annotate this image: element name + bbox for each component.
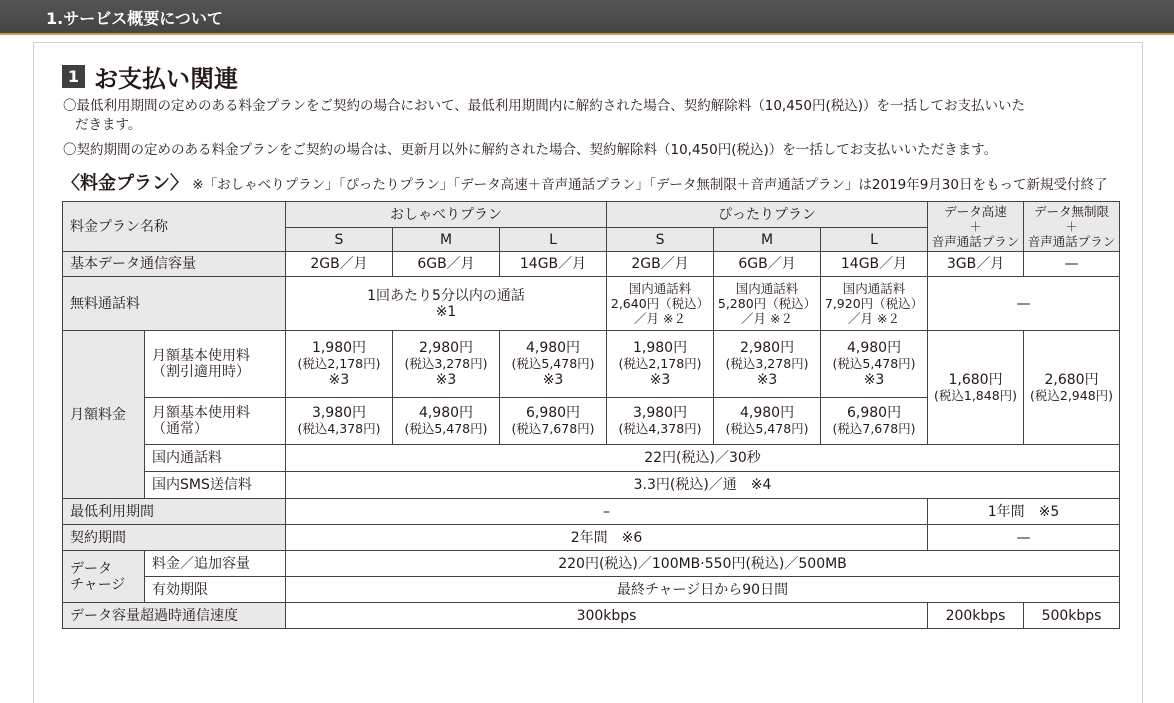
sub-label-charge-fee: 料金／追加容量	[145, 551, 286, 577]
row-label-monthly: 月額料金	[63, 331, 145, 499]
charge-validity: 最終チャージ日から90日間	[286, 577, 1120, 603]
monthly-museigen: 2,680円 (税込2,948円)	[1024, 331, 1120, 445]
plan-note-label: 〈料金プラン〉	[62, 173, 188, 194]
price-cell: 4,980円 (税込5,478円)	[714, 398, 821, 445]
plan-note	[62, 169, 1107, 195]
plan-note-text: ※「おしゃべりプラン」「ぴったりプラン」「データ高速＋音声通話プラン」「データ無制限＋音声通話プラン」は2019年9月30日をもって新規受付終了	[192, 177, 1108, 193]
sub-label-sms: 国内SMS送信料	[145, 472, 286, 499]
table-row	[63, 277, 1120, 331]
table-row	[63, 331, 1120, 398]
size-cell: S	[607, 228, 714, 252]
paragraph-min-period-cont: だきます。	[75, 117, 142, 133]
contract-period-data: —	[928, 525, 1120, 551]
price-cell: 4,980円 (税込5,478円)	[393, 398, 500, 445]
table-row	[63, 603, 1120, 629]
section-header-title: 1.サービス概要について	[46, 9, 223, 28]
table-row	[63, 472, 1120, 499]
charge-fee: 220円(税込)／100MB·550円(税込)／500MB	[286, 551, 1120, 577]
row-label-speed: データ容量超過時通信速度	[63, 603, 286, 629]
price-cell: 1,980円 (税込2,178円) ※3	[607, 331, 714, 398]
table-row	[63, 551, 1120, 577]
free-call-pittari-s: 国内通話料 2,640円（税込） ／月 ※２	[607, 277, 714, 331]
pricing-table	[62, 201, 1120, 629]
free-call-pittari-l: 国内通話料 7,920円（税込） ／月 ※２	[821, 277, 928, 331]
table-row	[63, 252, 1120, 277]
contract-period-plans: 2年間 ※6	[286, 525, 928, 551]
header-pittari: ぴったりプラン	[607, 202, 928, 228]
paragraph-contract-period: 〇契約期間の定めのある料金プランをご契約の場合は、更新月以外に解約された場合、契約解除料（10,450円(税込)）を一括してお支払いいただきます。	[63, 142, 998, 158]
domestic-call-rate: 22円(税込)／30秒	[286, 445, 1120, 472]
price-cell: 3,980円 (税込4,378円)	[286, 398, 393, 445]
free-call-other: —	[928, 277, 1120, 331]
free-call-pittari-m: 国内通話料 5,280円（税込） ／月 ※２	[714, 277, 821, 331]
table-cell: 14GB／月	[500, 252, 607, 277]
header-kosoku: データ高速 ＋ 音声通話プラン	[928, 202, 1024, 252]
row-label-free-call: 無料通話料	[63, 277, 286, 331]
table-cell: 14GB／月	[821, 252, 928, 277]
sub-label-domestic-call: 国内通話料	[145, 445, 286, 472]
sub-label-discount: 月額基本使用料 （割引適用時）	[145, 331, 286, 398]
price-cell: 4,980円 (税込5,478円) ※3	[821, 331, 928, 398]
price-cell: 6,980円 (税込7,678円)	[500, 398, 607, 445]
table-row	[63, 445, 1120, 472]
table-cell: 3GB／月	[928, 252, 1024, 277]
table-row	[63, 577, 1120, 603]
table-cell: 2GB／月	[286, 252, 393, 277]
monthly-kosoku: 1,680円 (税込1,848円)	[928, 331, 1024, 445]
table-row	[63, 499, 1120, 525]
speed-plans: 300kbps	[286, 603, 928, 629]
table-row	[63, 202, 1120, 228]
row-label-contract-period: 契約期間	[63, 525, 286, 551]
sms-rate: 3.3円(税込)／通 ※4	[286, 472, 1120, 499]
size-cell: M	[393, 228, 500, 252]
section-header-bar	[0, 0, 1174, 35]
table-cell: 6GB／月	[714, 252, 821, 277]
header-oshaberi: おしゃべりプラン	[286, 202, 607, 228]
sub-label-normal: 月額基本使用料 （通常）	[145, 398, 286, 445]
size-cell: M	[714, 228, 821, 252]
table-cell: 6GB／月	[393, 252, 500, 277]
table-cell: —	[1024, 252, 1120, 277]
section-title: お支払い関連	[94, 64, 238, 93]
size-cell: S	[286, 228, 393, 252]
header-plan-name: 料金プラン名称	[63, 202, 286, 252]
size-cell: L	[821, 228, 928, 252]
row-label-min-period: 最低利用期間	[63, 499, 286, 525]
paragraph-min-period: 〇最低利用期間の定めのある料金プランをご契約の場合において、最低利用期間内に解約された場合、契約解除料（10,450円(税込)）を一括してお支払いいた	[63, 98, 1025, 114]
section-heading	[62, 58, 238, 94]
price-cell: 2,980円 (税込3,278円) ※3	[714, 331, 821, 398]
size-cell: L	[500, 228, 607, 252]
min-period-data: 1年間 ※5	[928, 499, 1120, 525]
section-number-badge: 1	[62, 65, 85, 88]
sub-label-charge-validity: 有効期限	[145, 577, 286, 603]
row-label-data-capacity: 基本データ通信容量	[63, 252, 286, 277]
row-label-data-charge: データ チャージ	[63, 551, 145, 603]
header-museigen: データ無制限 ＋ 音声通話プラン	[1024, 202, 1120, 252]
table-cell: 2GB／月	[607, 252, 714, 277]
price-cell: 4,980円 (税込5,478円) ※3	[500, 331, 607, 398]
table-row	[63, 525, 1120, 551]
speed-kosoku: 200kbps	[928, 603, 1024, 629]
speed-museigen: 500kbps	[1024, 603, 1120, 629]
price-cell: 6,980円 (税込7,678円)	[821, 398, 928, 445]
price-cell: 3,980円 (税込4,378円)	[607, 398, 714, 445]
price-cell: 2,980円 (税込3,278円) ※3	[393, 331, 500, 398]
min-period-plans: –	[286, 499, 928, 525]
price-cell: 1,980円 (税込2,178円) ※3	[286, 331, 393, 398]
free-call-oshaberi: 1回あたり5分以内の通話 ※1	[286, 277, 607, 331]
